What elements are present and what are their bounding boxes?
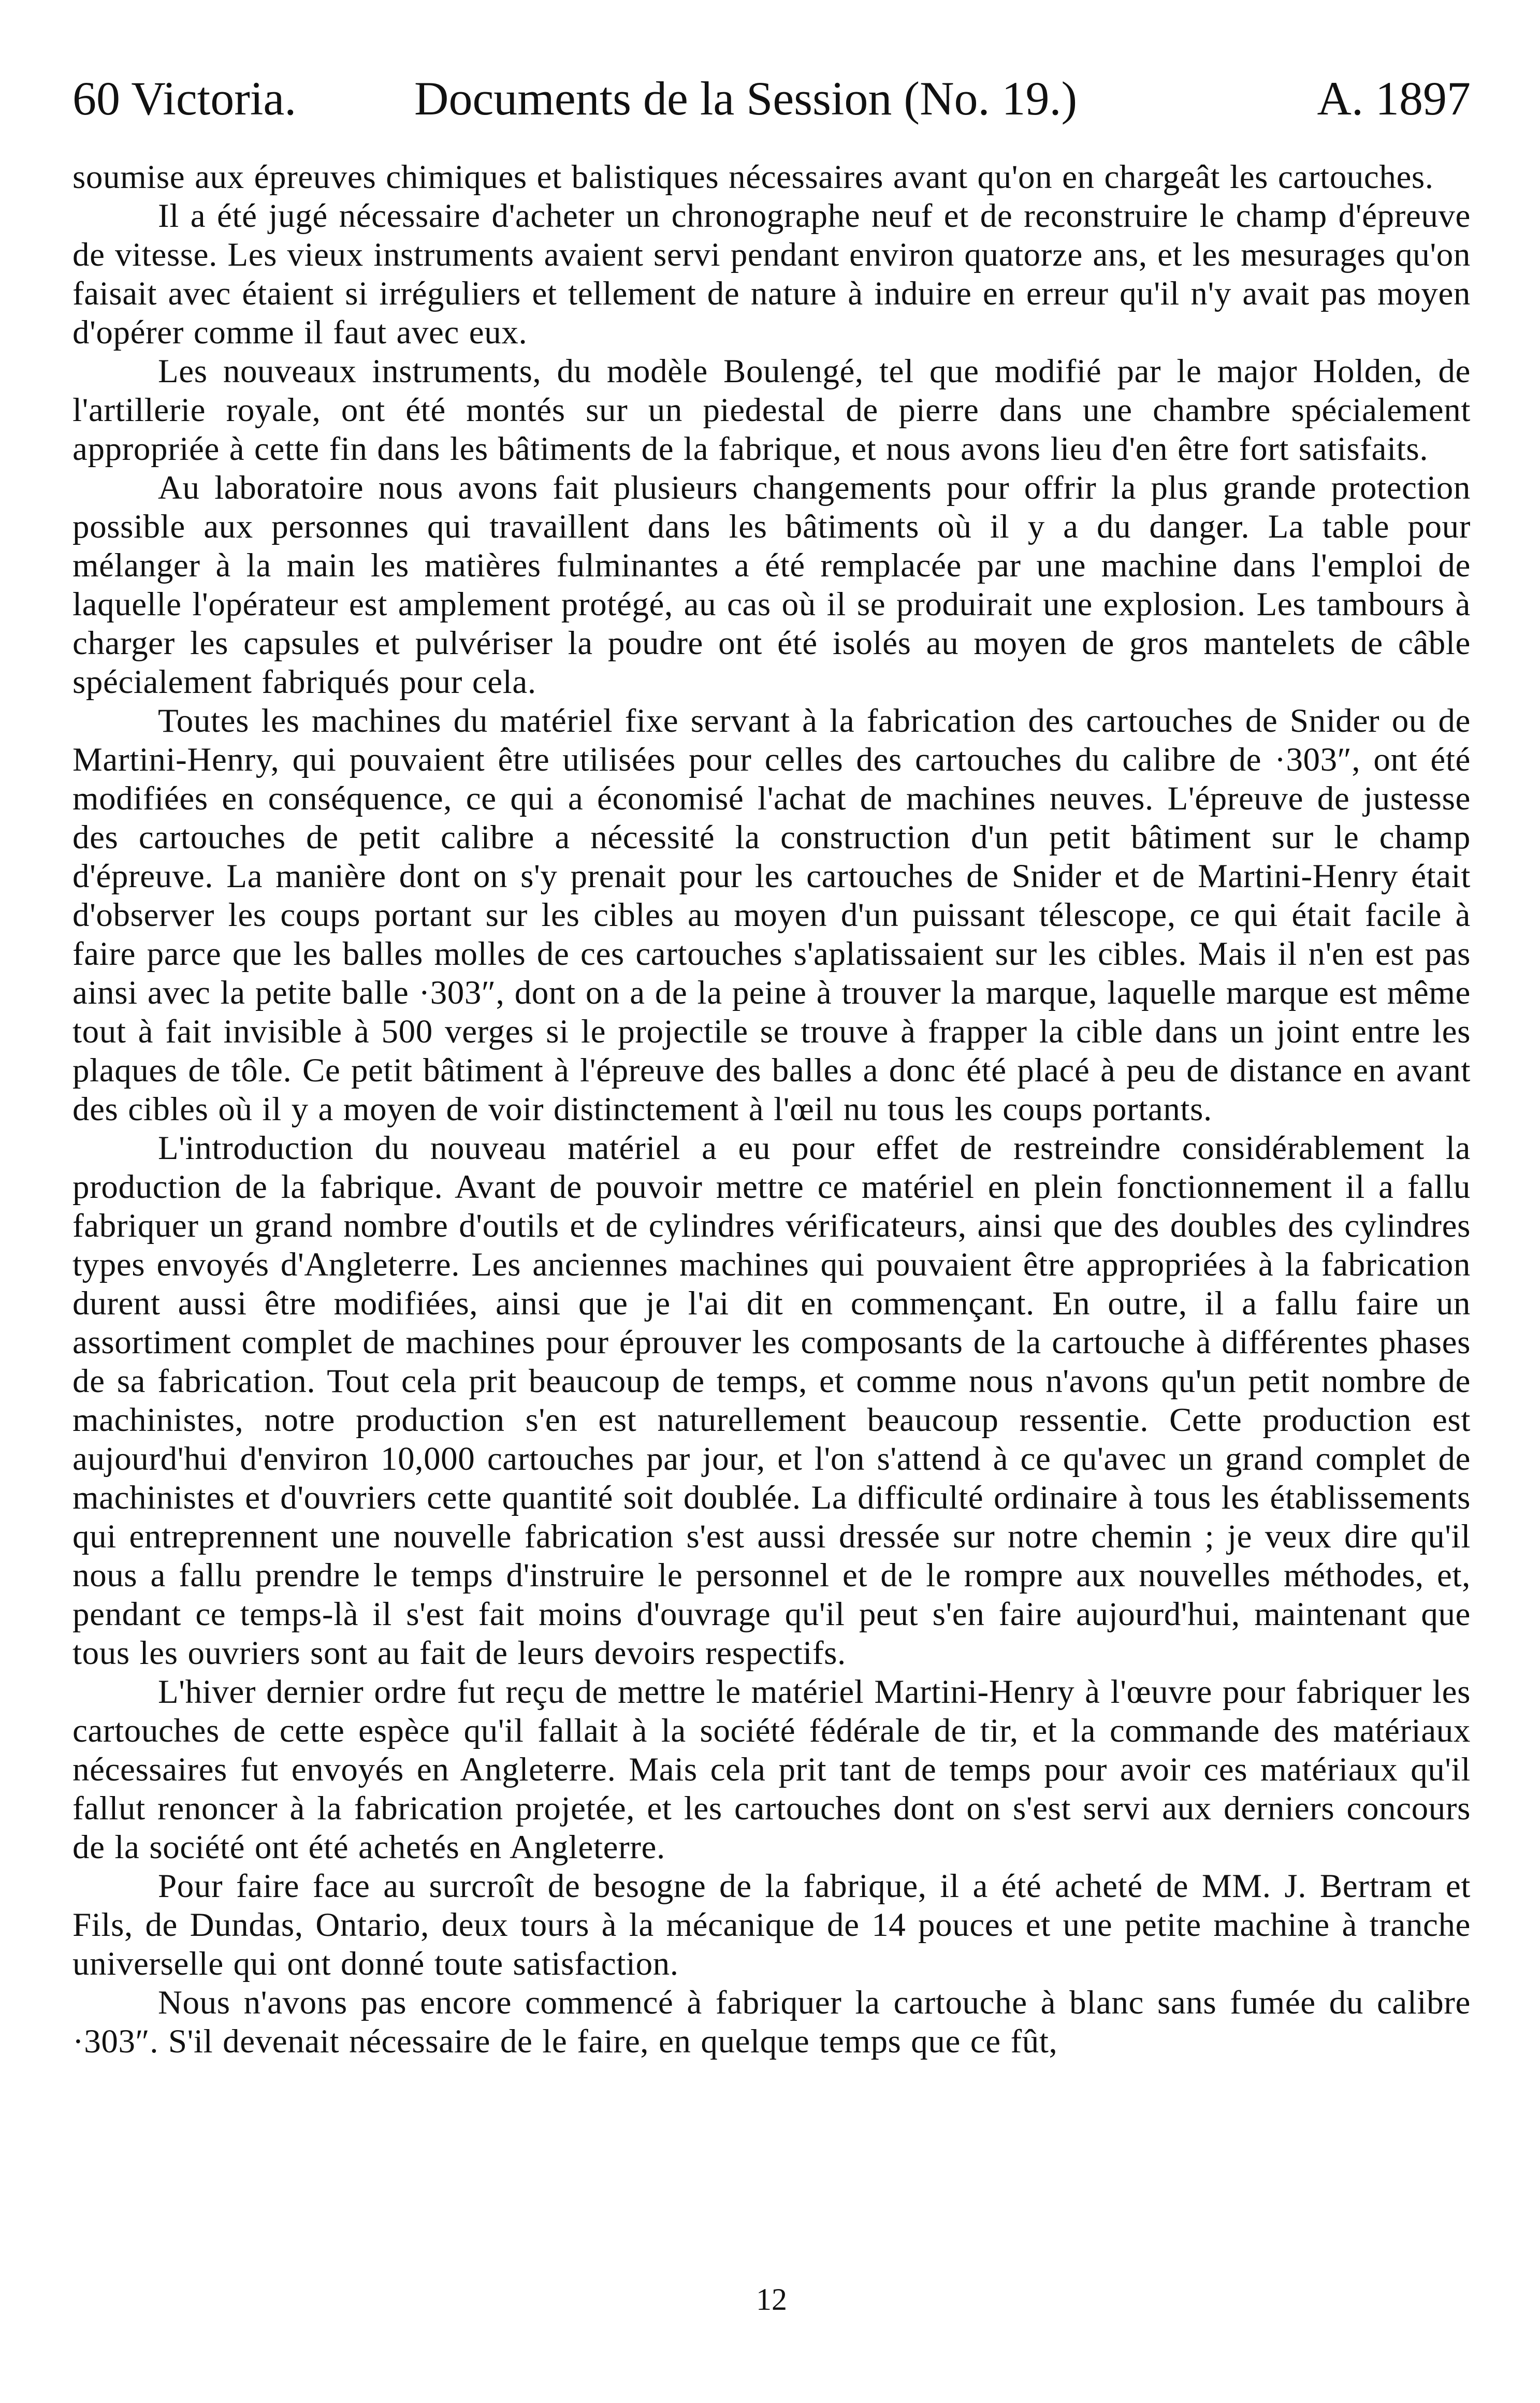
paragraph: Il a été jugé nécessaire d'acheter un chronographe neuf et de reconstruire le champ d'épreuve de vitesse. Les vieux instruments avaient servi pendant environ quatorze ans, et les mesurages qu'on faisait avec étaient si irréguliers et tellement de nature à induire en erreur qu'il n'y avait pas moyen d'opérer comme il faut avec eux. [72,197,1471,351]
paragraph: Au laboratoire nous avons fait plusieurs changements pour offrir la plus grande protection possible aux personnes qui travaillent dans les bâtiments où il y a du danger. La table pour mélanger à la main les matières fulminantes a été remplacée par une machine dans l'emploi de laquelle l'opérateur est amplement protégé, au cas où il se produirait une explosion. Les tambours à charger les capsules et pulvériser la poudre ont été isolés au moyen de gros mantelets de câble spécialement fabriqués pour cela. [72,469,1471,701]
paragraph: Pour faire face au surcroît de besogne de la fabrique, il a été acheté de MM. J. Bertram et Fils, de Dundas, Ontario, deux tours à la mécanique de 14 pouces et une petite machine à tranche universelle qui ont donné toute satisfaction. [72,1868,1471,1982]
paragraph: L'introduction du nouveau matériel a eu pour effet de restreindre considérablement la production de la fabrique. Avant de pouvoir mettre ce matériel en plein fonctionnement il a fallu fabriquer un grand nombre d'outils et de cylindres vérificateurs, ainsi que des doubles des cylindres types envoyés d'Angleterre. Les anciennes machines qui pouvaient être appropriées à la fabrication durent aussi être modifiées, ainsi que je l'ai dit en commençant. En outre, il a fallu faire un assortiment complet de machines pour éprouver les composants de la cartouche à différentes phases de sa fabrication. Tout cela prit beaucoup de temps, et comme nous n'avons qu'un petit nombre de machinistes, notre production s'en est naturellement beaucoup ressentie. Cette production est aujourd'hui d'environ 10,000 cartouches par jour, et l'on s'attend à ce qu'avec un grand complet de machinistes et d'ouvriers cette quantité soit doublée. La difficulté ordinaire à tous les établissements qui entreprennent une nouvelle fabrication s'est aussi dressée sur notre chemin ; je veux dire qu'il nous a fallu prendre le temps d'instruire le personnel et de le rompre aux nouvelles méthodes, et, pendant ce temps-là il s'est fait moins d'ouvrage qu'il peut s'en faire aujourd'hui, maintenant que tous les ouvriers sont au fait de leurs devoirs respectifs. [72,1130,1471,1672]
header-year: A. 1897 [1317,72,1471,125]
paragraph-continuation: soumise aux épreuves chimiques et balistiques nécessaires avant qu'on en chargeât les cartouches. [72,158,1434,196]
page-number: 12 [756,2282,787,2317]
paragraph: Les nouveaux instruments, du modèle Boulengé, tel que modifié par le major Holden, de l'artillerie royale, ont été montés sur un piedestal de pierre dans une chambre spécialement appropriée à cette fin dans les bâtiments de la fabrique, et nous avons lieu d'en être fort satisfaits. [72,353,1471,468]
document-page [72,36,1471,2367]
header-document-title: Documents de la Session (No. 19.) [414,72,1078,125]
body-text [72,158,1471,2061]
header-session-year: 60 Victoria. [72,72,297,125]
paragraph: L'hiver dernier ordre fut reçu de mettre le matériel Martini-Henry à l'œuvre pour fabriquer les cartouches de cette espèce qu'il fallait à la société fédérale de tir, et la commande des matériaux nécessaires fut envoyés en Angleterre. Mais cela prit tant de temps pour avoir ces matériaux qu'il fallut renoncer à la fabrication projetée, et les cartouches dont on s'est servi aux derniers concours de la société ont été achetés en Angleterre. [72,1673,1471,1866]
running-header [72,62,1471,135]
paragraph: Toutes les machines du matériel fixe servant à la fabrication des cartouches de Snider ou de Martini-Henry, qui pouvaient être utilisées pour celles des cartouches du calibre de ·303″, ont été modifiées en conséquence, ce qui a économisé l'achat de machines neuves. L'épreuve de justesse des cartouches de petit calibre a nécessité la construction d'un petit bâtiment sur le champ d'épreuve. La manière dont on s'y prenait pour les cartouches de Snider et de Martini-Henry était d'observer les coups portant sur les cibles au moyen d'un puissant télescope, ce qui était facile à faire parce que les balles molles de ces cartouches s'aplatissaient sur les cibles. Mais il n'en est pas ainsi avec la petite balle ·303″, dont on a de la peine à trouver la marque, laquelle marque est même tout à fait invisible à 500 verges si le projectile se trouve à frapper la cible dans un joint entre les plaques de tôle. Ce petit bâtiment à l'épreuve des balles a donc été placé à peu de distance en avant des cibles où il y a moyen de voir distinctement à l'œil nu tous les coups portants. [72,702,1471,1128]
paragraph: Nous n'avons pas encore commencé à fabriquer la cartouche à blanc sans fumée du calibre ·303″. S'il devenait nécessaire de le faire, en quelque temps que ce fût, [72,1984,1471,2060]
